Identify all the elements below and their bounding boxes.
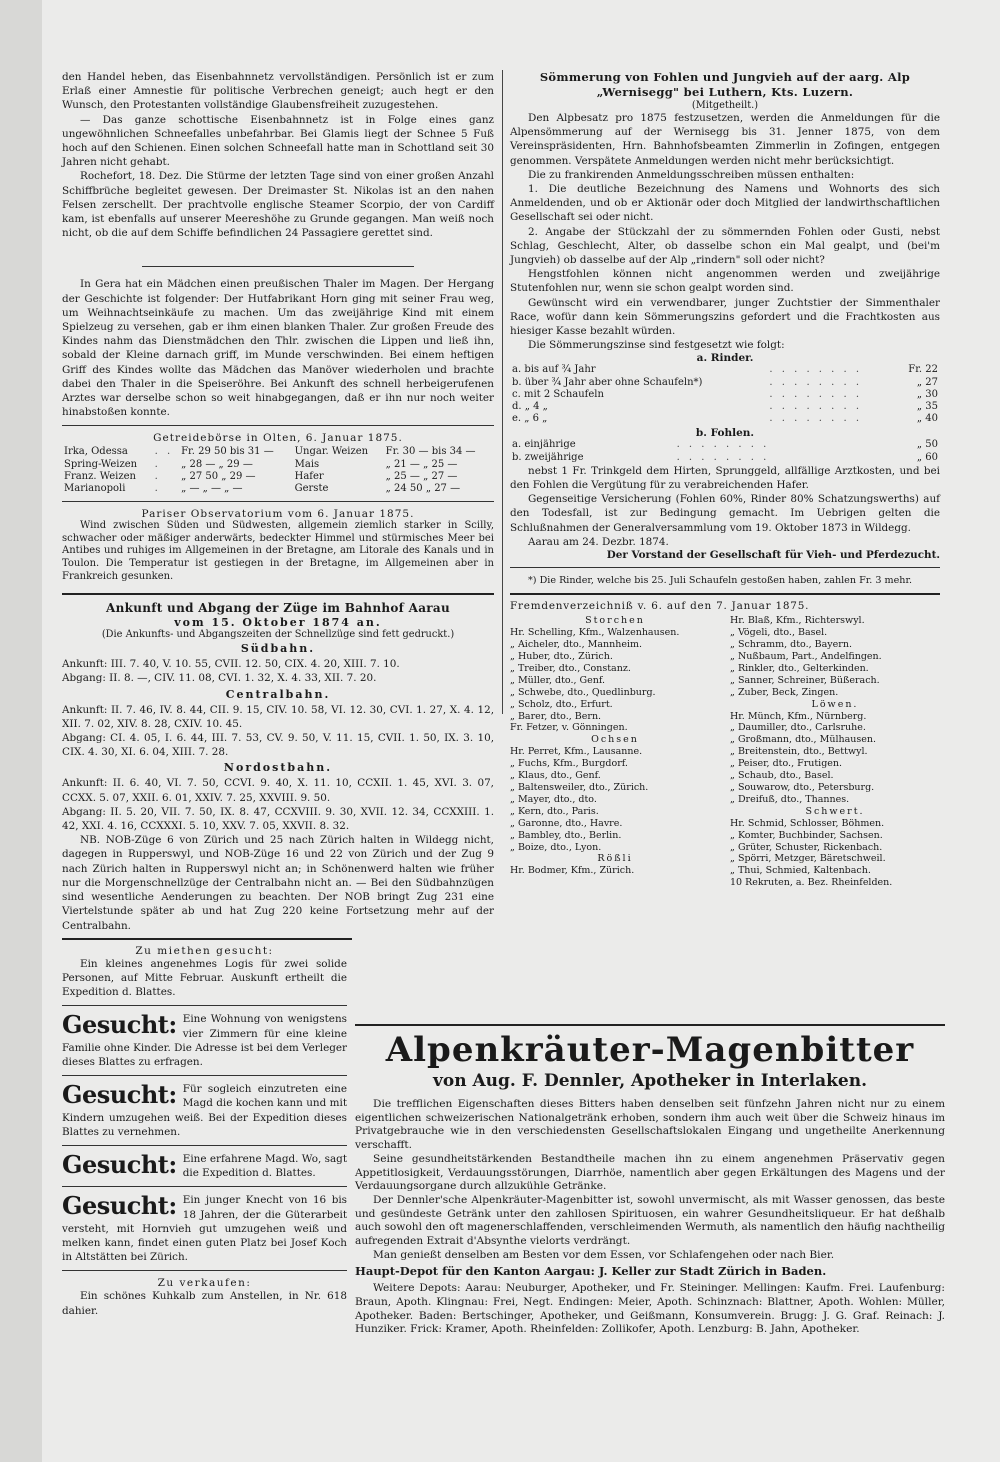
boerse-table	[62, 446, 494, 495]
list-item: „ Aicheler, dto., Mannheim.	[510, 639, 643, 651]
news-paragraph: In Gera hat ein Mädchen einen preußischen Thaler im Magen. Der Hergang der Geschichte ist folgender: Der Hutfabrikant Horn ging mit seiner Frau weg, um Weihnachtseinkäufe zu machen. Um das zweijährige Kind mit einem Spielzeug zu versehen, gab er ihm einen blanken Thaler. Zur großen Freude des Kindes nahm das Dienstmädchen den Thlr. zwischen die Lippen und ließ ihn, sobald der Kleine darnach griff, im Munde verschwinden. Bei einem heftigen Griff des Kindes wollte das Mädchen das Manöver wiederholen und brachte dabei den Thaler in die Speiseröhre. Bei Ankunft des schnell herbeigerufenen Arztes war derselbe schon so weit hinabgegangen, daß er ihn nur noch weiter hinabstoßen konnte.	[62, 278, 494, 419]
list-item: „ Peiser, dto., Frutigen.	[730, 758, 843, 770]
table-row	[62, 446, 494, 458]
table-cell: Ungar. Weizen	[294, 446, 369, 458]
separator	[142, 266, 414, 267]
table-cell: . . . . . . . .	[769, 364, 863, 376]
trains-date: vom 15. Oktober 1874 an.	[174, 616, 382, 630]
classified-ads	[62, 945, 347, 1318]
table-cell: .	[154, 483, 161, 495]
alp-paragraph: Die Sömmerungszinse sind festgesetzt wie folgt:	[528, 339, 785, 352]
gesucht-heading: Gesucht:	[62, 1151, 177, 1179]
separator	[62, 1270, 347, 1271]
centralbahn-ankunft: Ankunft: II. 7. 46, IV. 8. 44, CII. 9. 15, CIV. 10. 58, VI. 12. 30, CVI. 1. 27, X. 4. 12, XII. 7. 02, XIV. 8. 28, CXIV. 10. 45.	[62, 703, 494, 730]
ad-paragraph: Seine gesundheitstärkenden Bestandtheile machen ihn zu einem angenehmen Präservativ gegen Appetitlosigkeit, Verdauungsstörungen, Diarrhöe, namentlich aber gegen Erkältungen des Magens und der Verdauungsorgane durch allzukühle Getränke.	[355, 1152, 945, 1193]
table-cell: . . . . . . . .	[769, 401, 863, 413]
separator	[355, 1024, 945, 1026]
rinder-table	[510, 364, 940, 425]
list-item: Löwen.	[811, 698, 859, 710]
table-cell: a. einjährige	[512, 439, 576, 451]
list-item: Fr. Fetzer, v. Gönningen.	[510, 722, 628, 734]
mieten-heading: Zu miethen gesucht:	[135, 944, 274, 957]
list-item: „ Rinkler, dto., Gelterkinden.	[730, 662, 869, 674]
table-row	[510, 364, 940, 376]
alp-signature: Der Vorstand der Gesellschaft für Vieh- und Pferdezucht.	[606, 549, 940, 562]
gesucht-ad	[62, 1152, 347, 1180]
list-item: „ Vögeli, dto., Basel.	[730, 627, 828, 639]
trains-note: (Die Ankunfts- und Abgangszeiten der Schnellzüge sind fett gedruckt.)	[101, 629, 455, 641]
separator	[62, 1075, 347, 1076]
table-cell: e. „ 6 „	[512, 413, 548, 425]
list-item: „ Treiber, dto., Constanz.	[510, 662, 631, 674]
alp-paragraph: Hengstfohlen können nicht angenommen werden und zweijährige Stutenfohlen nur, wenn sie schon gealpt worden sind.	[510, 268, 940, 295]
table-cell: „ — „ — „ —	[181, 483, 243, 495]
list-item: „ Dreifuß, dto., Thannes.	[730, 793, 850, 805]
separator	[510, 567, 940, 568]
table-cell: „ 27 50 „ 29 —	[181, 470, 256, 482]
table-cell: .	[154, 470, 161, 482]
list-item: Hr. Bodmer, Kfm., Zürich.	[510, 865, 635, 877]
list-item: „ Kern, dto., Paris.	[510, 805, 599, 817]
gesucht-ad	[62, 1012, 347, 1069]
list-item: „ Baltensweiler, dto., Zürich.	[510, 781, 649, 793]
table-cell: b. zweijährige	[512, 451, 584, 463]
nordostbahn-ankunft: Ankunft: II. 6. 40, VI. 7. 50, CCVI. 9. 40, X. 11. 10, CCXII. 1. 45, XVI. 3. 07, CCXX. 5. 07, XXII. 6. 01, XXIV. 7. 25, XXVIII. 9. 50.	[62, 777, 494, 804]
list-item: „ Müller, dto., Genf.	[510, 674, 606, 686]
table-row	[510, 377, 940, 389]
separator	[62, 1186, 347, 1187]
gesucht-text: Eine erfahrene Magd. Wo, sagt die Expedition d. Blattes.	[182, 1152, 347, 1180]
list-item: „ Mayer, dto., dto.	[510, 793, 597, 805]
list-item: „ Fuchs, Kfm., Burgdorf.	[510, 758, 628, 770]
separator	[62, 593, 494, 595]
table-cell: c. mit 2 Schaufeln	[512, 388, 604, 400]
separator	[62, 501, 494, 502]
separator	[62, 938, 352, 940]
list-item: „ Grüter, Schuster, Rickenbach.	[730, 841, 883, 853]
ad-paragraph: Der Dennler'sche Alpenkräuter-Magenbitter ist, sowohl unvermischt, als mit Wasser genossen, das beste und gesündeste Getränk unter den zahllosen Spirituosen, ein wahrer Gesundheitsliqueur. Er hat deßhalb auch sowohl den oft magenerschlaffenden, verschleimenden Wermuth, als namentlich den häufig nachtheilig aufregenden Extrait d'Absynthe vielorts verdrängt.	[355, 1193, 945, 1248]
boerse-title: Getreidebörse in Olten, 6. Januar 1875.	[153, 432, 403, 445]
table-row	[510, 413, 940, 425]
table-cell: Hafer	[294, 470, 324, 482]
ad-paragraph: Die trefflichen Eigenschaften dieses Bitters haben denselben seit fünfzehn Jahren nicht nur zu einem eigentlichen schweizerischen Nationalgetränk erhoben, sondern ihm auch weit über die Schweiz hinaus im Privatgebrauche wie in den verschiedensten Gesellschaftslokalen Eingang und ungetheilte Anerkennung verschafft.	[355, 1098, 945, 1152]
table-cell: „ 21 — „ 25 —	[385, 458, 458, 470]
list-item: „ Schwebe, dto., Quedlinburg.	[510, 686, 656, 698]
table-row	[62, 459, 494, 471]
alp-paragraph: Den Alpbesatz pro 1875 festzusetzen, werden die Anmeldungen für die Alpensömmerung auf der Wernisegg bis 31. Jenner 1875, von dem Vereinspräsidenten, Hrn. Bahnhofsbeamten Zimmerlin in Zofingen, entgegen genommen. Verspätete Anmeldungen werden nicht mehr berücksichtigt.	[510, 112, 940, 167]
fremden-title: Fremdenverzeichniß v. 6. auf den 7. Januar 1875.	[510, 600, 810, 613]
gesucht-text: Für sogleich einzutreten eine Magd die kochen kann und mit Kindern umzugehen weiß. Bei der Expedition dieses Blattes zu vernehmen.	[62, 1083, 347, 1138]
table-row	[510, 401, 940, 413]
gesucht-ad	[62, 1082, 347, 1139]
table-cell: Franz. Weizen	[64, 470, 136, 482]
ad-subtitle: von Aug. F. Dennler, Apotheker in Interlaken.	[432, 1071, 867, 1091]
alp-title-line1: Sömmerung von Fohlen und Jungvieh auf der aarg. Alp	[539, 70, 911, 84]
table-cell: . . . . . . . .	[769, 413, 863, 425]
list-item: „ Nußbaum, Part., Andelfingen.	[730, 651, 882, 663]
nordostbahn-heading: Nordostbahn.	[223, 761, 333, 775]
list-item: „ Sanner, Schreiner, Büßerach.	[730, 674, 880, 686]
table-cell: Fr. 22	[908, 364, 938, 376]
list-item: Schwert.	[805, 805, 865, 817]
table-cell: „ 25 — „ 27 —	[385, 470, 458, 482]
alp-paragraph: Die zu frankirenden Anmeldungsschreiben müssen enthalten:	[528, 168, 855, 181]
table-cell: „ 50	[916, 439, 938, 451]
table-cell: a. bis auf ¾ Jahr	[512, 364, 596, 376]
separator	[62, 1005, 347, 1006]
fremden-column	[510, 615, 720, 889]
mieten-ad: Ein kleines angenehmes Logis für zwei solide Personen, auf Mitte Februar. Auskunft ertheilt die Expedition d. Blattes.	[62, 957, 347, 999]
table-cell: .	[154, 458, 161, 470]
trains-nb: NB. NOB-Züge 6 von Zürich und 25 nach Zürich halten in Wildegg nicht, dagegen in Rupperswyl, und NOB-Züge 16 und 22 von Zürich und der Zug 9 nach Zürich halten in Rupperswyl nicht an; in Schönenwerd halten wie früher nur die Morgenschnellzüge der Centralbahn nicht an. — Bei den Südbahnzügen sind wesentliche Aenderungen zu beachten. Der NOB bringt Zug 231 eine Viertelstunde später ab und hat Zug 220 keine Fortsetzung mehr auf der Centralbahn.	[62, 834, 494, 932]
list-item: Hr. Schmid, Schlosser, Böhmen.	[730, 817, 885, 829]
right-column	[510, 70, 940, 889]
alp-date: Aarau am 24. Dezbr. 1874.	[528, 535, 669, 548]
gesucht-heading: Gesucht:	[62, 1012, 177, 1040]
alp-title-line2: „Wernisegg" bei Luthern, Kts. Luzern.	[596, 85, 854, 99]
list-item: „ Breitenstein, dto., Bettwyl.	[730, 746, 868, 758]
alp-footnote: *) Die Rinder, welche bis 25. Juli Schaufeln gestoßen haben, zahlen Fr. 3 mehr.	[528, 575, 913, 587]
list-item: „ Thui, Schmied, Kaltenbach.	[730, 865, 871, 877]
suedbahn-heading: Südbahn.	[240, 642, 316, 656]
gesucht-text: Ein junger Knecht von 16 bis 18 Jahren, der die Güterarbeit versteht, mit Hornvieh gut umzugehen weiß und melken kann, findet einen guten Platz bei Josef Koch in Altstätten bei Zürich.	[62, 1194, 347, 1264]
list-item: „ Klaus, dto., Genf.	[510, 770, 601, 782]
list-item: „ Komter, Buchbinder, Sachsen.	[730, 829, 883, 841]
suedbahn-abgang: Abgang: II. 8. —, CIV. 11. 08, CVI. 1. 32, X. 4. 33, XII. 7. 20.	[62, 672, 377, 685]
table-row	[510, 452, 940, 464]
list-item: „ Souwarow, dto., Petersburg.	[730, 781, 875, 793]
list-item: Hr. Blaß, Kfm., Richterswyl.	[730, 615, 865, 627]
mitgeteilt: (Mitgetheilt.)	[691, 100, 759, 111]
fohlen-heading: b. Fohlen.	[695, 427, 755, 440]
table-cell: d. „ 4 „	[512, 401, 548, 413]
list-item: „ Bambley, dto., Berlin.	[510, 829, 622, 841]
list-item: „ Barer, dto., Bern.	[510, 710, 602, 722]
list-item: Rößli	[597, 853, 633, 865]
table-cell: Gerste	[294, 483, 329, 495]
table-cell: „ 60	[916, 451, 938, 463]
gesucht-heading: Gesucht:	[62, 1193, 177, 1221]
fremden-list	[510, 615, 940, 889]
list-item: Hr. Schelling, Kfm., Walzenhausen.	[510, 627, 680, 639]
table-cell: . . . . . . . .	[769, 376, 863, 388]
news-paragraph: Rochefort, 18. Dez. Die Stürme der letzten Tage sind von einer großen Anzahl Schiffbrüche begleitet gewesen. Der Dreimaster St. Nikolas ist an den nahen Felsen zerschellt. Der prachtvolle englische Steamer Scorpio, der von Cardiff kam, ist ebenfalls auf unserer Meereshöhe zu Grunde gegangen. Man weiß noch nicht, ob die auf dem Schiffe befindlichen 24 Passagiere gerettet sind.	[62, 170, 494, 240]
centralbahn-heading: Centralbahn.	[225, 687, 331, 701]
observatorium-text: Wind zwischen Süden und Südwesten, allgemein ziemlich starker in Scilly, schwacher oder mäßiger anderwärts, bedeckter Himmel und stürmisches Meer bei Antibes und ruhiges im Allgemeinen in der Bretagne, am Litorale des Kanals und in Toulon. Die Temperatur ist gestiegen in der Bretagne, im Allgemeinen aber in Frankreich gesunken.	[62, 520, 494, 582]
list-item: „ Schramm, dto., Bayern.	[730, 639, 852, 651]
nordostbahn-abgang: Abgang: II. 5. 20, VII. 7. 50, IX. 8. 47, CCXVIII. 9. 30, XVII. 12. 34, CCXXIII. 1. 42, XXI. 4. 16, CCXXXI. 5. 10, XXV. 7. 05, XXVII. 8. 32.	[62, 805, 494, 833]
list-item: „ Großmann, dto., Mülhausen.	[730, 734, 877, 746]
table-cell: . .	[154, 446, 174, 458]
observatorium-title: Pariser Observatorium vom 6. Januar 1875.	[141, 508, 415, 521]
ad-title: Alpenkräuter-Magenbitter	[385, 1030, 915, 1070]
table-cell: „ 28 — „ 29 —	[181, 458, 253, 470]
list-item: „ Zuber, Beck, Zingen.	[730, 686, 839, 698]
separator	[62, 1145, 347, 1146]
table-cell: Spring-Weizen	[64, 458, 138, 470]
list-item: „ Schaub, dto., Basel.	[730, 770, 834, 782]
alp-list-item: 2. Angabe der Stückzahl der zu sömmernden Fohlen oder Gusti, nebst Schlag, Geschlecht, Alter, ob dasselbe schon ein Mal gealpt, und (bei'm Jungvieh) ob dasselbe auf der Alp „rindern" soll oder nicht?	[510, 225, 940, 267]
gesucht-text: Eine Wohnung von wenigstens vier Zimmern für eine kleine Familie ohne Kinder. Die Adresse ist bei dem Verleger dieses Blattes zu erfragen.	[62, 1013, 347, 1068]
magenbitter-ad	[355, 1024, 945, 1337]
column-divider	[502, 70, 503, 714]
list-item: „ Boize, dto., Lyon.	[510, 841, 602, 853]
separator	[62, 425, 494, 426]
list-item: „ Daumiller, dto., Carlsruhe.	[730, 722, 866, 734]
separator	[510, 593, 940, 595]
gesucht-heading: Gesucht:	[62, 1082, 177, 1110]
table-row	[510, 389, 940, 401]
table-cell: Mais	[294, 458, 320, 470]
list-item: „ Scholz, dto., Erfurt.	[510, 698, 613, 710]
table-cell: „ 35	[916, 401, 938, 413]
list-item: „ Garonne, dto., Havre.	[510, 817, 623, 829]
list-item: „ Huber, dto., Zürich.	[510, 651, 613, 663]
table-row	[510, 439, 940, 451]
table-cell: „ 40	[916, 413, 938, 425]
alp-paragraph: Gegenseitige Versicherung (Fohlen 60%, Rinder 80% Schatzungswerths) auf den Todesfall, ist zur Bedingung gemacht. Im Uebrigen gelten die Schlußnahmen der Generalversammlung vom 19. Oktober 1873 in Wildegg.	[510, 493, 940, 534]
list-item: Storchen	[585, 615, 645, 627]
trains-title: Ankunft und Abgang der Züge im Bahnhof Aarau	[105, 601, 451, 616]
alp-list-item: 1. Die deutliche Bezeichnung des Namens und Wohnorts des sich Anmeldenden, und ob er Aktionär oder doch Mitglied der landwirthschaftlichen Gesellschaft sei oder nicht.	[510, 183, 940, 224]
news-paragraph: den Handel heben, das Eisenbahnnetz vervollständigen. Persönlich ist er zum Erlaß einer Amnestie für politische Verbrechen geneigt; auch hegt er den Wunsch, den Protestanten vollständige Glaubensfreiheit zuzugestehen.	[62, 71, 494, 112]
verkaufen-ad: Ein schönes Kuhkalb zum Anstellen, in Nr. 618 dahier.	[62, 1290, 347, 1317]
table-cell: Fr. 29 50 bis 31 —	[181, 446, 274, 458]
news-paragraph: — Das ganze schottische Eisenbahnnetz ist in Folge eines ganz ungewöhnlichen Schneefalles unbefahrbar. Bei Glamis liegt der Schnee 5 Fuß hoch auf den Schienen. Einen solchen Schneefall hatte man in Schottland seit 30 Jahren nicht gehabt.	[62, 113, 494, 169]
table-cell: Fr. 30 — bis 34 —	[385, 446, 476, 458]
table-row	[62, 471, 494, 483]
table-row	[62, 483, 494, 495]
ad-depots: Weitere Depots: Aarau: Neuburger, Apotheker, und Fr. Steininger. Mellingen: Kaufm. Frei. Laufenburg: Braun, Apoth. Klingnau: Frei, Negt. Endingen: Meier, Apoth. Schinznach: Blattner, Apoth. Wohlen: Müller, Apotheker. Baden: Bertschinger, Apotheker, und Geißmann, Konsumverein. Brugg: J. G. Graf. Reinach: J. Hunziker. Frick: Kramer, Apoth. Rheinfelden: Zollikofer, Apoth. Lenzburg: B. Jahn, Apotheker.	[355, 1282, 945, 1336]
verkaufen-heading: Zu verkaufen:	[157, 1277, 252, 1290]
list-item: Hr. Münch, Kfm., Nürnberg.	[730, 710, 867, 722]
list-item: „ Spörri, Metzger, Bäretschweil.	[730, 853, 886, 865]
alp-paragraph: nebst 1 Fr. Trinkgeld dem Hirten, Sprunggeld, allfällige Arztkosten, und bei den Fohlen die Vergütung für zu verabreichenden Hafer.	[510, 464, 940, 492]
suedbahn-ankunft: Ankunft: III. 7. 40, V. 10. 55, CVII. 12. 50, CIX. 4. 20, XIII. 7. 10.	[62, 658, 400, 671]
table-cell: . . . . . . . .	[676, 451, 770, 463]
ad-paragraph: Man genießt denselben am Besten vor dem Essen, vor Schlafengehen oder nach Bier.	[373, 1248, 835, 1261]
list-item: Ochsen	[591, 734, 639, 746]
list-item: Hr. Perret, Kfm., Lausanne.	[510, 746, 643, 758]
centralbahn-abgang: Abgang: CI. 4. 05, I. 6. 44, III. 7. 53, CV. 9. 50, V. 11. 15, CVII. 1. 50, IX. 3. 10, CIX. 4. 30, XI. 6. 04, XIII. 7. 28.	[62, 732, 494, 759]
gesucht-ad	[62, 1193, 347, 1264]
ad-haupt-depot: Haupt-Depot für den Kanton Aargau: J. Keller zur Stadt Zürich in Baden.	[355, 1264, 827, 1279]
fremden-column	[730, 615, 940, 889]
fohlen-table	[510, 439, 940, 463]
table-cell: Marianopoli	[64, 483, 126, 495]
table-cell: „ 24 50 „ 27 —	[385, 483, 461, 495]
table-cell: . . . . . . . .	[676, 439, 770, 451]
table-cell: . . . . . . . .	[769, 388, 863, 400]
table-cell: b. über ¾ Jahr aber ohne Schaufeln*)	[512, 376, 703, 388]
table-cell: „ 27	[916, 376, 938, 388]
table-cell: Irka, Odessa	[64, 446, 128, 458]
table-cell: „ 30	[916, 388, 938, 400]
alp-paragraph: Gewünscht wird ein verwendbarer, junger Zuchtstier der Simmenthaler Race, wofür dann kein Sömmerungszins gefordert und die Frachtkosten aus hiesiger Kasse bezahlt würden.	[510, 296, 940, 338]
list-item: 10 Rekruten, a. Bez. Rheinfelden.	[730, 877, 893, 889]
rinder-heading: a. Rinder.	[696, 352, 754, 365]
